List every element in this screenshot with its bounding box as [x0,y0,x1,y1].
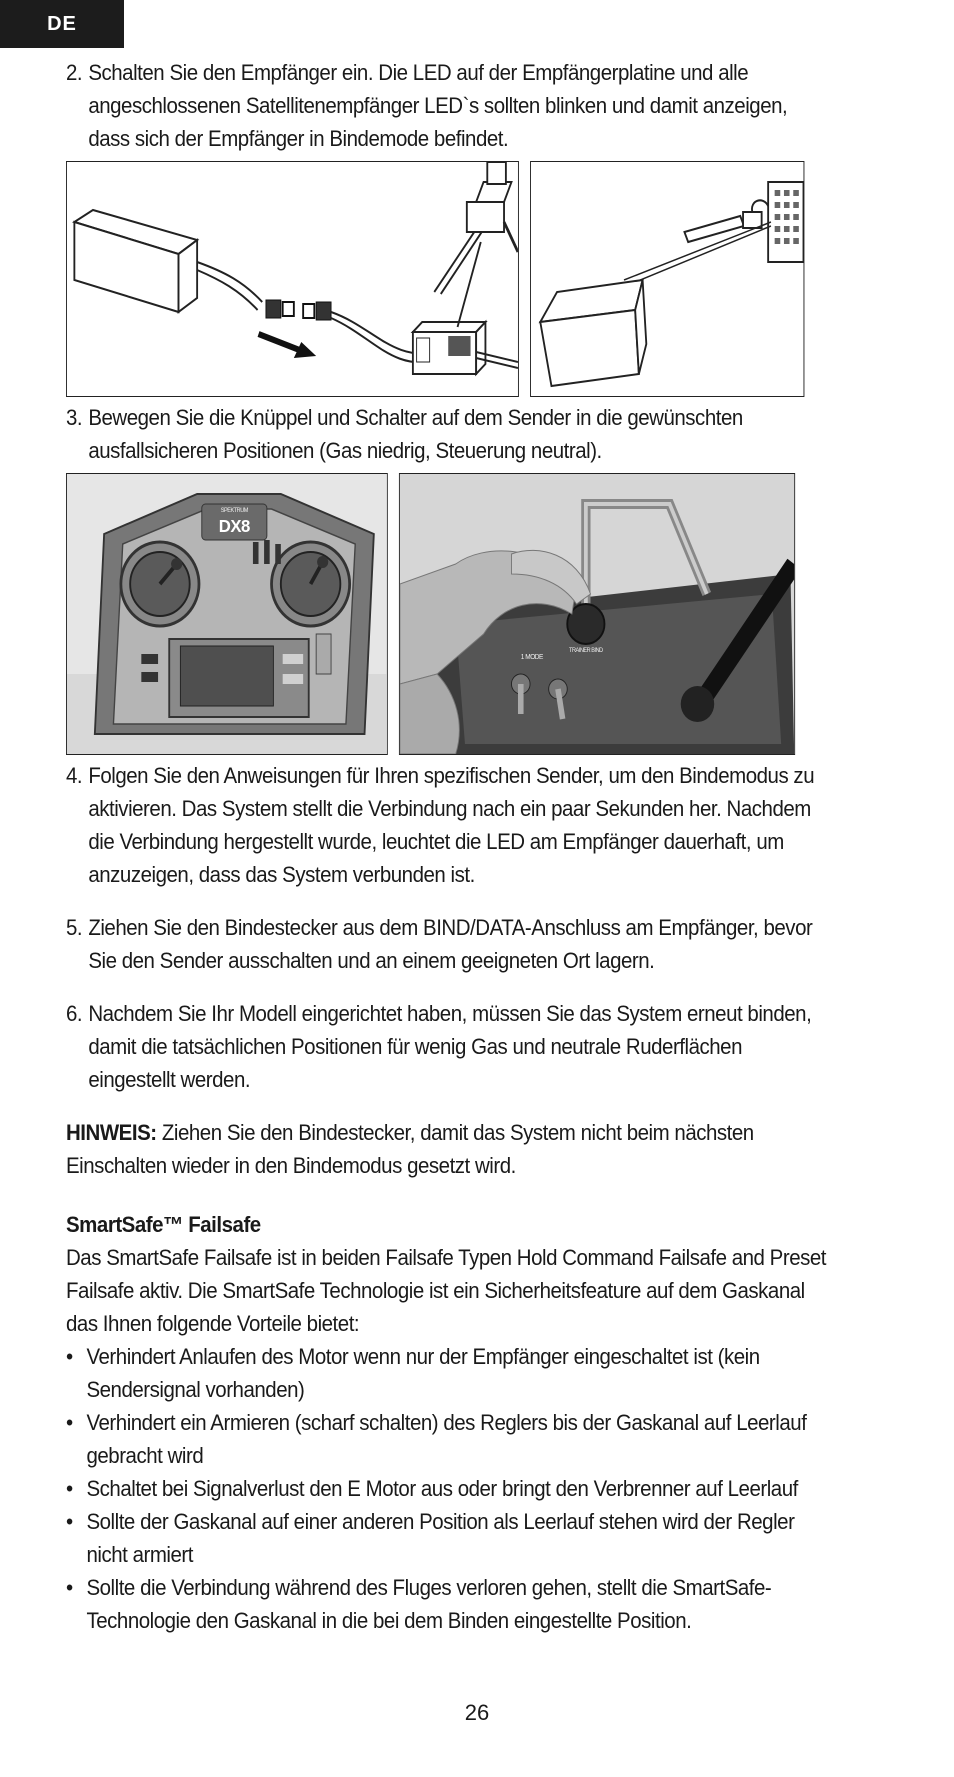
bullet-glyph: • [66,1410,73,1435]
figure-bind-button-photo [399,473,795,755]
step-item [66,911,829,977]
bullet-glyph: • [66,1509,73,1534]
step-number: 6. [66,1001,83,1026]
bullet-glyph: • [66,1344,73,1369]
step-number: 4. [66,763,83,788]
step-item [66,401,829,467]
notice-label: HINWEIS: [66,1120,157,1145]
notice-text: Ziehen Sie den Bindestecker, damit das System nicht beim nächsten Einschalten wieder in den Bindemodus gesetzt wird. [66,1120,754,1178]
bullet-text: Sollte der Gaskanal auf einer anderen Position als Leerlauf stehen wird der Regler nicht armiert [86,1509,795,1567]
bullet-text: Schaltet bei Signalverlust den E Motor aus oder bringt den Verbrenner auf Leerlauf [86,1476,798,1501]
step-text: Ziehen Sie den Bindestecker aus dem BIND/DATA-Anschluss am Empfänger, bevor Sie den Sender ausschalten und an einem geeigneten Ort lagern. [88,915,813,973]
step-item [66,997,829,1096]
bullet-glyph: • [66,1476,73,1501]
model-label: DX8 [218,515,250,537]
step-number: 3. [66,405,83,430]
list-item [66,1505,829,1571]
figure-battery-receiver [66,161,519,397]
step-number: 5. [66,915,83,940]
figure-row-receiver [66,161,829,397]
step-text: Folgen Sie den Anweisungen für Ihren spezifischen Sender, um den Bindemodus zu aktivieren. Das System stellt die Verbindung nach ein paar Sekunden her. Nachdem die Verbindung hergestellt wurde, leuchtet die LED am Empfänger dauerhaft, um anzuzeigen, dass das System verbunden ist. [88,763,815,887]
list-item [66,1340,829,1406]
list-item [66,1571,829,1637]
bind-button-label: TRAINER BIND [569,647,603,655]
section-title: SmartSafe™ Failsafe [66,1212,261,1237]
mode-label: 1 MODE [520,653,543,662]
figure-transmitter-photo [66,473,388,755]
bullet-text: Verhindert Anlaufen des Motor wenn nur der Empfänger eingeschaltet ist (kein Sendersignal vorhanden) [86,1344,760,1402]
figure-satellite-receiver [530,161,804,397]
page-number: 26 [464,1700,490,1725]
list-item [66,1472,829,1505]
figure-row-transmitter [66,473,829,755]
step-text: Schalten Sie den Empfänger ein. Die LED auf der Empfängerplatine und alle angeschlossenen Satellitenempfänger LED`s sollten blinken und damit anzeigen, dass sich der Empfänger in Bindemode befindet. [88,60,788,151]
step-item [66,759,829,891]
bullet-text: Sollte die Verbindung während des Fluges verloren gehen, stellt die SmartSafe-Technologie den Gaskanal in die bei dem Binden eingestellte Position. [86,1575,772,1633]
bullet-glyph: • [66,1575,73,1600]
step-text: Bewegen Sie die Knüppel und Schalter auf dem Sender in die gewünschten ausfallsicheren Positionen (Gas niedrig, Steuerung neutral). [88,405,743,463]
notice-paragraph [66,1116,829,1182]
page-content [66,56,829,1637]
bullet-text: Verhindert ein Armieren (scharf schalten) des Reglers bis der Gaskanal auf Leerlauf gebracht wird [86,1410,807,1468]
step-number: 2. [66,60,83,85]
step-text: Nachdem Sie Ihr Modell eingerichtet haben, müssen Sie das System erneut binden, damit die tatsächlichen Positionen für wenig Gas und neutrale Ruderflächen eingestellt werden. [88,1001,812,1092]
section-intro: Das SmartSafe Failsafe ist in beiden Failsafe Typen Hold Command Failsafe and Preset Failsafe aktiv. Die SmartSafe Technologie ist ein Sicherheitsfeature auf dem Gaskanal das Ihnen folgende Vorteile bietet: [66,1245,827,1336]
list-item [66,1406,829,1472]
step-item [66,56,829,155]
brand-label: SPEKTRUM [220,507,248,515]
language-tab: DE [0,0,124,48]
